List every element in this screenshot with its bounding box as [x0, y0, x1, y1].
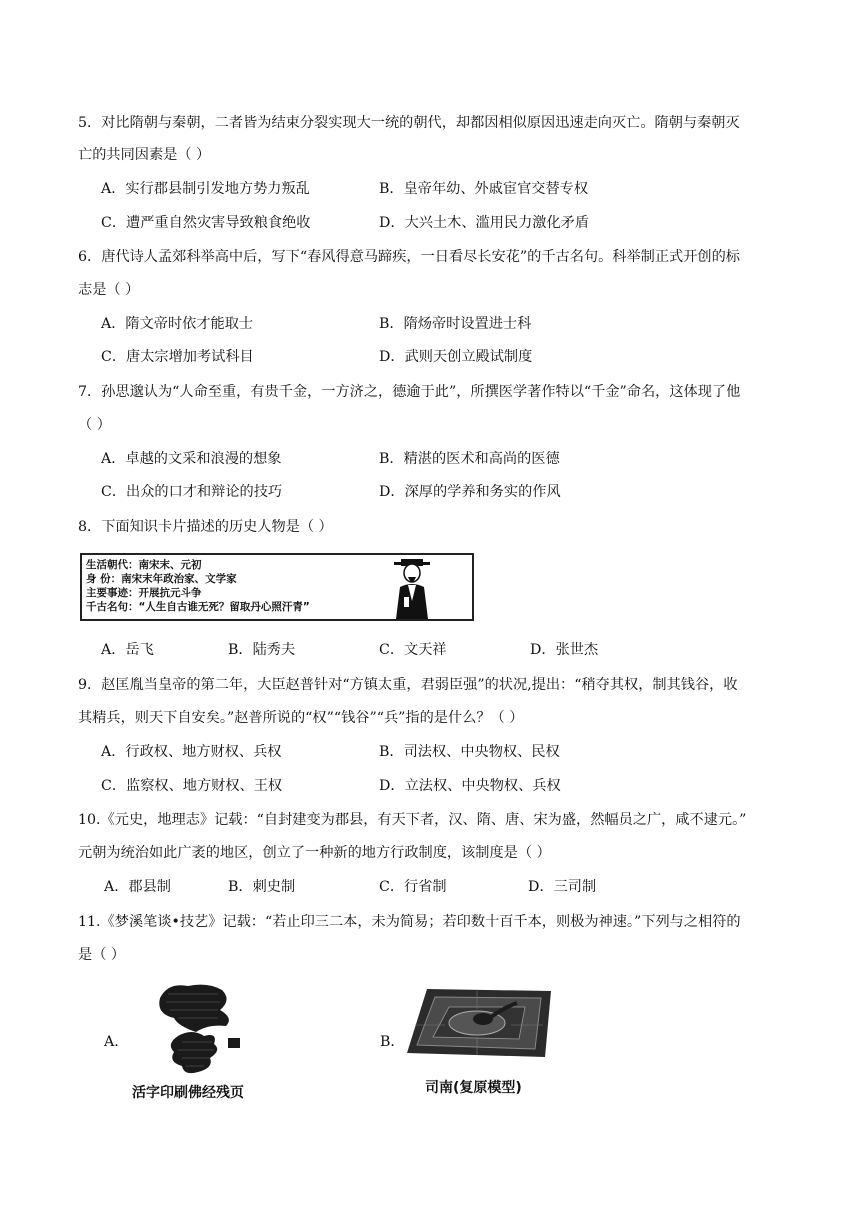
q11-option-a-label[interactable]: A．: [104, 1034, 129, 1050]
q5-option-c[interactable]: C．遭严重自然灾害导致粮食绝收: [101, 215, 311, 231]
buddhist-sutra-fragment-image: [148, 980, 248, 1076]
q8-option-d[interactable]: D．张世杰: [530, 642, 599, 658]
knowledge-card: [80, 553, 474, 621]
q10-option-b[interactable]: B．刺史制: [228, 879, 296, 895]
q9-stem-line1: 9．赵匡胤当皇帝的第二年，大臣赵普针对“方镇太重，君弱臣强”的状况,提出：“稍夺其权，制其钱谷，收: [78, 677, 738, 693]
q9-option-b[interactable]: B．司法权、中央物权、民权: [379, 744, 560, 760]
q6-option-a[interactable]: A．隋文帝时依才能取士: [101, 316, 254, 332]
q10-stem-line1: 10.《元史，地理志》记载：“自封建变为郡县，有天下者，汉、隋、唐、宋为盛，然幅员之广，咸不逮元。”: [78, 812, 747, 828]
q6-stem-line1: 6．唐代诗人孟郊科举高中后，写下“春风得意马蹄疾，一日看尽长安花”的千古名句。科举制正式开创的标: [78, 249, 740, 265]
q11-option-a-caption: 活字印刷佛经残页: [132, 1085, 244, 1101]
q8-option-a[interactable]: A．岳飞: [101, 642, 154, 658]
q7-stem-line1: 7．孙思邈认为“人命至重，有贵千金，一方济之，德逾于此”，所撰医学著作特以“千金”命名，这体现了他: [78, 384, 741, 400]
q5-stem-line1: 5．对比隋朝与秦朝，二者皆为结束分裂实现大一统的朝代，却都因相似原因迅速走向灭亡。隋朝与秦朝灭: [78, 115, 740, 131]
scholar-portrait-icon: [386, 557, 438, 619]
q7-option-c[interactable]: C．出众的口才和辩论的技巧: [101, 484, 283, 500]
q9-stem-line2: 其精兵，则天下自安矣。”赵普所说的“权”“钱谷”“兵”指的是什么？（ ）: [78, 710, 524, 726]
q9-option-c[interactable]: C．监察权、地方财权、王权: [101, 778, 283, 794]
q5-option-b[interactable]: B．皇帝年幼、外戚宦官交替专权: [379, 181, 589, 197]
q8-stem: 8．下面知识卡片描述的历史人物是（ ）: [78, 519, 333, 535]
q11-stem-line2: 是（ ）: [78, 947, 126, 963]
q7-option-b[interactable]: B．精湛的医术和高尚的医德: [379, 451, 560, 467]
q6-option-b[interactable]: B．隋炀帝时设置进士科: [379, 316, 532, 332]
q11-option-b-caption: 司南(复原模型): [425, 1080, 522, 1096]
q8-option-c[interactable]: C．文天祥: [379, 642, 447, 658]
q10-option-a[interactable]: A．郡县制: [104, 879, 171, 895]
q10-option-d[interactable]: D．三司制: [528, 879, 597, 895]
q5-option-a[interactable]: A．实行郡县制引发地方势力叛乱: [101, 181, 310, 197]
q7-option-a[interactable]: A．卓越的文采和浪漫的想象: [101, 451, 282, 467]
q11-stem-line1: 11.《梦溪笔谈•技艺》记载：“若止印三二本，未为简易；若印数十百千本，则极为神速。”下列与之相符的: [78, 914, 741, 930]
q5-option-d[interactable]: D．大兴土木、滥用民力激化矛盾: [379, 215, 590, 231]
q5-stem-line2: 亡的共同因素是（ ）: [78, 147, 211, 163]
q6-option-d[interactable]: D．武则天创立殿试制度: [379, 349, 533, 365]
card-row-quote: 千古名句：“人生自古谁无死？留取丹心照汗青”: [86, 601, 310, 613]
sinan-compass-model-image: [405, 985, 553, 1061]
q10-option-c[interactable]: C．行省制: [379, 879, 447, 895]
card-row-deeds: 主要事迹：开展抗元斗争: [86, 587, 202, 599]
q7-option-d[interactable]: D．深厚的学养和务实的作风: [379, 484, 561, 500]
q8-option-b[interactable]: B．陆秀夫: [228, 642, 296, 658]
q7-stem-line2: （ ）: [78, 417, 111, 433]
card-row-identity: 身 份：南宋末年政治家、文学家: [86, 573, 237, 585]
q9-option-a[interactable]: A．行政权、地方财权、兵权: [101, 744, 282, 760]
q6-option-c[interactable]: C．唐太宗增加考试科目: [101, 349, 254, 365]
q11-option-b-label[interactable]: B．: [380, 1034, 405, 1050]
q6-stem-line2: 志是（ ）: [78, 282, 140, 298]
q9-option-d[interactable]: D．立法权、中央物权、兵权: [379, 778, 561, 794]
card-row-dynasty: 生活朝代：南宋末、元初: [86, 559, 202, 571]
q10-stem-line2: 元朝为统治如此广袤的地区，创立了一种新的地方行政制度，该制度是（ ）: [78, 845, 551, 861]
